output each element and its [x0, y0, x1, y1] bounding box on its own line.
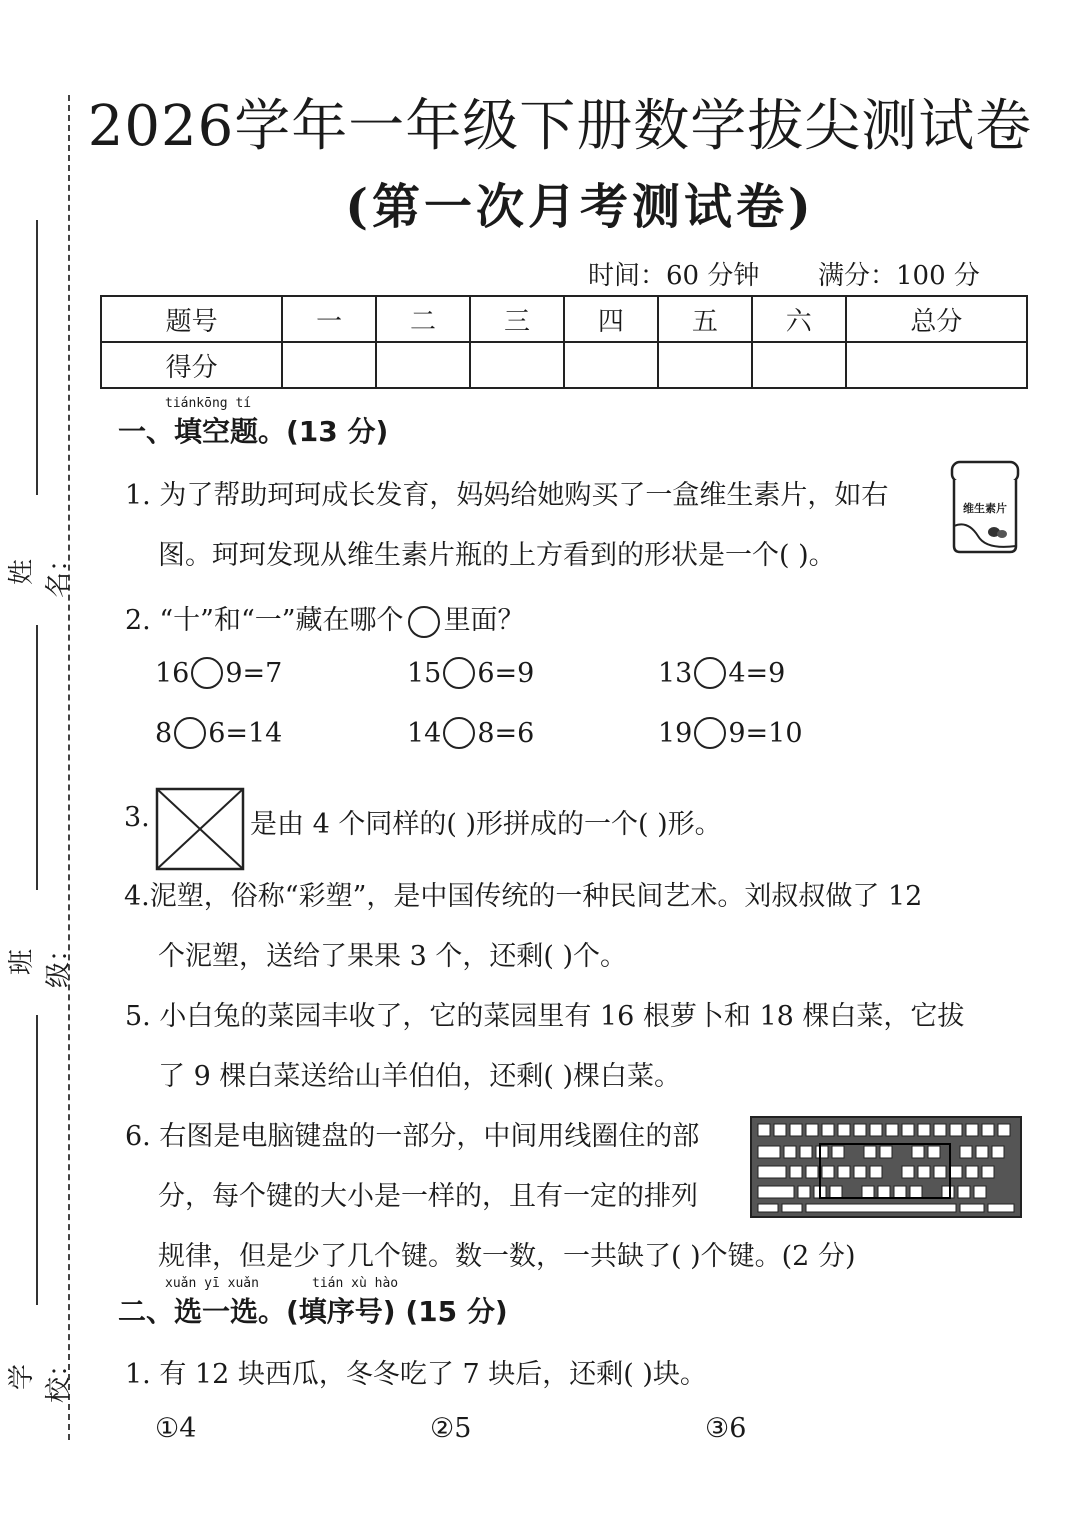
- score-table-header-row: [101, 296, 1027, 342]
- q4-line1: 4.泥塑，俗称“彩塑”，是中国传统的一种民间艺术。刘叔叔做了 12: [124, 881, 923, 912]
- keyboard-key: [758, 1166, 786, 1178]
- keyboard-key: [928, 1146, 940, 1158]
- equation-right: 6=9: [477, 657, 535, 689]
- score-cell[interactable]: [846, 342, 1027, 388]
- answer-circle[interactable]: [443, 717, 475, 749]
- keyboard-key: [942, 1186, 954, 1198]
- keyboard-key: [918, 1166, 930, 1178]
- q6-line1: 6. 右图是电脑键盘的一部分，中间用线圈住的部: [125, 1121, 700, 1152]
- q6-line3: 规律，但是少了几个键。数一数，一共缺了( )个键。(2 分): [158, 1241, 856, 1272]
- keyboard-key: [838, 1124, 850, 1136]
- score-cell[interactable]: [376, 342, 470, 388]
- q1-line2: 图。珂珂发现从维生素片瓶的上方看到的形状是一个( )。: [158, 540, 836, 571]
- keyboard-key: [918, 1124, 930, 1136]
- keyboard-key: [790, 1124, 802, 1136]
- score-header-cell: 一: [282, 296, 376, 342]
- score-cell[interactable]: [282, 342, 376, 388]
- keyboard-key: [886, 1124, 898, 1136]
- section2-title: 二、选一选。(填序号) (15 分): [118, 1295, 508, 1328]
- score-header-cell: 三: [470, 296, 564, 342]
- score-table: [100, 295, 1028, 389]
- keyboard-key: [974, 1186, 986, 1198]
- keyboard-key: [992, 1146, 1004, 1158]
- q2-prompt-text-end: 里面？: [443, 605, 525, 636]
- keyboard-key: [758, 1124, 770, 1136]
- q3-text: 是由 4 个同样的( )形拼成的一个( )形。: [250, 809, 722, 840]
- score-cell[interactable]: [564, 342, 658, 388]
- q1-line1: 1. 为了帮助珂珂成长发育，妈妈给她购买了一盒维生素片，如右: [125, 480, 889, 511]
- keyboard-key: [912, 1146, 924, 1158]
- score-header-cell: 四: [564, 296, 658, 342]
- keyboard-key: [862, 1186, 874, 1198]
- q2-prompt-text: 2. “十”和“一”藏在哪个: [125, 605, 404, 636]
- keyboard-key: [800, 1146, 812, 1158]
- keyboard-key: [870, 1166, 882, 1178]
- keyboard-key: [822, 1124, 834, 1136]
- q3-number: 3.: [124, 802, 150, 833]
- q2-equation: [407, 657, 534, 689]
- page-subtitle: (第一次月考测试卷): [345, 179, 815, 235]
- keyboard-key: [870, 1124, 882, 1136]
- keyboard-key: [822, 1166, 834, 1178]
- keyboard-key: [958, 1186, 970, 1198]
- equation-right: 6=14: [208, 717, 283, 749]
- keyboard-key: [988, 1204, 1014, 1212]
- keyboard-key: [902, 1124, 914, 1136]
- keyboard-key: [790, 1166, 802, 1178]
- keyboard-key: [806, 1124, 818, 1136]
- q2-equation: [155, 717, 282, 749]
- keyboard-key: [894, 1186, 906, 1198]
- square-triangles-figure: [155, 787, 245, 871]
- answer-circle[interactable]: [694, 657, 726, 689]
- name-label: 姓名：: [7, 546, 74, 599]
- keyboard-key: [758, 1204, 778, 1212]
- keyboard-key: [960, 1146, 972, 1158]
- equation-left: 15: [407, 657, 442, 689]
- keyboard-key: [816, 1146, 828, 1158]
- name-underline: [36, 220, 38, 495]
- full-score: 满分：100 分: [818, 261, 980, 291]
- answer-circle[interactable]: [174, 717, 206, 749]
- q5-line2: 了 9 棵白菜送给山羊伯伯，还剩( )棵白菜。: [158, 1061, 681, 1092]
- s2-q1-option-3[interactable]: ③6: [705, 1413, 747, 1444]
- equation-left: 19: [658, 717, 693, 749]
- score-header-cell: 六: [752, 296, 846, 342]
- equation-left: 16: [155, 657, 190, 689]
- equation-left: 13: [658, 657, 693, 689]
- equation-left: 14: [407, 717, 442, 749]
- binding-dashed-line: [68, 95, 70, 1440]
- keyboard-key: [934, 1124, 946, 1136]
- keyboard-key: [982, 1166, 994, 1178]
- keyboard-key: [806, 1204, 956, 1212]
- answer-circle[interactable]: [191, 657, 223, 689]
- keyboard-key: [832, 1146, 844, 1158]
- school-label: 学校：: [7, 1351, 74, 1404]
- section2-pinyin-1: xuǎn yī xuǎn: [165, 1276, 259, 1291]
- keyboard-key: [838, 1166, 850, 1178]
- equation-right: 9=10: [728, 717, 803, 749]
- equation-left: 8: [155, 717, 173, 749]
- keyboard-key: [784, 1146, 796, 1158]
- keyboard-key: [758, 1186, 794, 1198]
- keyboard-key: [798, 1186, 810, 1198]
- keyboard-key: [758, 1146, 780, 1158]
- vitamin-jar-label: 维生素片: [963, 502, 1007, 515]
- class-underline: [36, 625, 38, 890]
- keyboard-key: [966, 1124, 978, 1136]
- keyboard-key: [878, 1186, 890, 1198]
- vitamin-bottle-icon: [948, 458, 1022, 556]
- s2-q1-text: 1. 有 12 块西瓜，冬冬吃了 7 块后，还剩( )块。: [125, 1359, 707, 1390]
- equation-right: 4=9: [728, 657, 786, 689]
- equation-right: 8=6: [477, 717, 535, 749]
- keyboard-key: [950, 1124, 962, 1136]
- section1-title: 一、填空题。(13 分): [118, 415, 389, 448]
- q2-equation: [658, 717, 803, 749]
- circle-icon: [408, 606, 440, 638]
- equation-right: 9=7: [225, 657, 283, 689]
- keyboard-key: [982, 1124, 994, 1136]
- keyboard-key: [864, 1146, 876, 1158]
- q2-equation: [658, 657, 785, 689]
- keyboard-key: [880, 1146, 892, 1158]
- section2-pinyin-2: tián xù hào: [312, 1276, 399, 1291]
- q2-equation: [407, 717, 534, 749]
- s2-q1-option-2[interactable]: ②5: [430, 1413, 472, 1444]
- keyboard-key: [976, 1146, 988, 1158]
- q6-line2: 分，每个键的大小是一样的，且有一定的排列: [158, 1181, 698, 1212]
- answer-circle[interactable]: [443, 657, 475, 689]
- keyboard-figure: [750, 1116, 1022, 1218]
- score-cell[interactable]: [658, 342, 752, 388]
- keyboard-key: [910, 1186, 922, 1198]
- keyboard-key: [950, 1166, 962, 1178]
- keyboard-key: [966, 1166, 978, 1178]
- score-header-cell: 五: [658, 296, 752, 342]
- score-table-score-row: [101, 342, 1027, 388]
- score-header-cell: 总分: [846, 296, 1027, 342]
- section1-pinyin: tiánkōng tí: [165, 396, 252, 411]
- keyboard-key: [830, 1186, 842, 1198]
- score-header-cell: 题号: [101, 296, 282, 342]
- score-row-label: 得分: [101, 342, 282, 388]
- q5-line1: 5. 小白兔的菜园丰收了，它的菜园里有 16 根萝卜和 18 棵白菜，它拔: [125, 1001, 965, 1032]
- school-underline: [36, 1015, 38, 1305]
- keyboard-key: [854, 1124, 866, 1136]
- s2-q1-option-1[interactable]: ①4: [155, 1413, 197, 1444]
- q2-equation: [155, 657, 282, 689]
- keyboard-key: [782, 1204, 802, 1212]
- score-header-cell: 二: [376, 296, 470, 342]
- class-label: 班级：: [7, 936, 74, 989]
- score-cell[interactable]: [470, 342, 564, 388]
- exam-time: 时间：60 分钟: [588, 261, 760, 291]
- keyboard-key: [806, 1166, 818, 1178]
- keyboard-key: [998, 1124, 1010, 1136]
- keyboard-key: [960, 1204, 984, 1212]
- keyboard-key: [774, 1124, 786, 1136]
- keyboard-key: [934, 1166, 946, 1178]
- q2-prompt: [125, 598, 525, 638]
- answer-circle[interactable]: [694, 717, 726, 749]
- score-cell[interactable]: [752, 342, 846, 388]
- keyboard-key: [854, 1166, 866, 1178]
- keyboard-key: [902, 1166, 914, 1178]
- q4-line2: 个泥塑，送给了果果 3 个，还剩( )个。: [158, 941, 627, 972]
- page-title: 2026学年一年级下册数学拔尖测试卷: [87, 94, 1033, 159]
